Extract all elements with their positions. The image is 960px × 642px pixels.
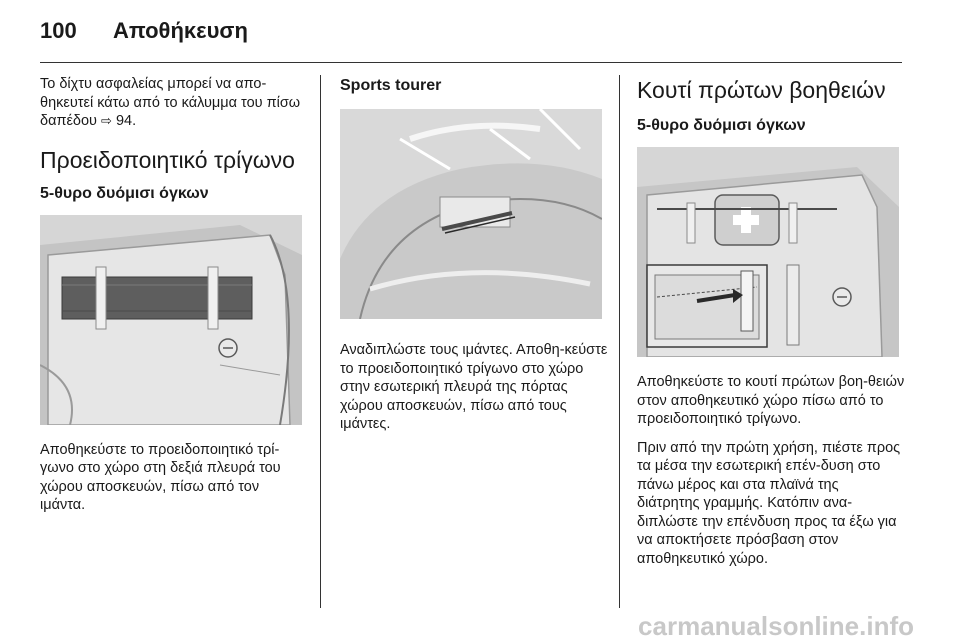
- column-3: [637, 75, 905, 578]
- subsection-title-hatchback: 5-θυρο δυόμισι όγκων: [40, 184, 209, 202]
- figure-triangle-hatchback: [40, 215, 302, 425]
- watermark: carmanualsonline.info: [638, 611, 914, 641]
- subsection-title-first-aid-hatchback: 5-θυρο δυόμισι όγκων: [637, 117, 806, 134]
- intro-text: Το δίχτυ ασφαλείας μπορεί να απο-θηκευτεί κάτω από το κάλυμμα του πίσω δαπέδου: [40, 76, 301, 129]
- paragraph-first-aid-instructions: Πριν από την πρώτη χρήση, πιέστε προς τα μέσα την εσωτερική επέν-δυση στο πάνω μέρος και στα πλαϊνά της διάτρητης γραμμής. Κατόπιν ανα-διπλώστε την επένδυση προς τα έξω για να αποκτήσετε πρόσβαση στον αποθηκευτικό χώρο.: [637, 439, 901, 567]
- intro-paragraph: [40, 75, 308, 131]
- column-divider-1: [320, 75, 321, 608]
- page-reference-link[interactable]: 94.: [115, 113, 137, 129]
- column-divider-2: [619, 75, 620, 608]
- figure-first-aid-hatchback: [637, 147, 899, 357]
- page-title: Αποθήκευση: [113, 18, 248, 43]
- page-number: 100: [40, 18, 77, 43]
- section-title-first-aid: Κουτί πρώτων βοηθειών: [637, 77, 886, 103]
- caption-first-aid: Αποθηκεύστε το κουτί πρώτων βοη-θειών στον αποθηκευτικό χώρο πίσω από το προειδοποιητικό τρίγωνο.: [637, 374, 905, 427]
- header-divider: [40, 62, 902, 63]
- column-2: [340, 75, 608, 444]
- figure-triangle-sports-tourer: [340, 109, 602, 319]
- caption-triangle-hatchback: Αποθηκεύστε το προειδοποιητικό τρί-γωνο στο χώρο στη δεξιά πλευρά του χώρου αποσκευών, πίσω από τον ιμάντα.: [40, 441, 281, 513]
- column-1: [40, 75, 308, 525]
- caption-triangle-sports-tourer: Αναδιπλώστε τους ιμάντες. Αποθη-κεύστε το προειδοποιητικό τρίγωνο στο χώρο στην εσωτερική πλευρά της πόρτας χώρου αποσκευών, πίσω από τους ιμάντες.: [340, 342, 608, 432]
- page-reference-icon: ⇨: [101, 113, 112, 128]
- subsection-title-sports-tourer: Sports tourer: [340, 77, 442, 94]
- section-title-warning-triangle: Προειδοποιητικό τρίγωνο: [40, 146, 295, 173]
